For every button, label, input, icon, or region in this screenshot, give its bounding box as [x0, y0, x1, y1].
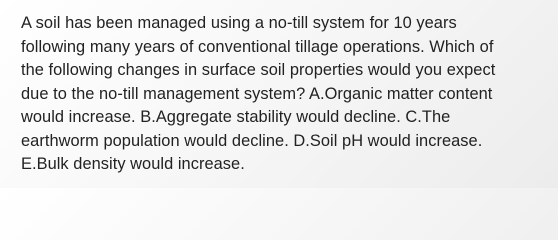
- question-text: [21, 12, 548, 177]
- question-line: following many years of conventional tillage operations. Which of: [21, 37, 494, 56]
- question-line: A soil has been managed using a no-till system for 10 years: [21, 14, 457, 32]
- question-line: earthworm population would decline. D.Soil pH would increase.: [21, 131, 483, 150]
- question-line: E.Bulk density would increase.: [21, 155, 245, 173]
- question-line: the following changes in surface soil properties would you expect: [21, 61, 496, 79]
- question-line: would increase. B.Aggregate stability would decline. C.The: [21, 108, 451, 126]
- question-line: due to the no-till management system? A.Organic matter content: [21, 84, 493, 103]
